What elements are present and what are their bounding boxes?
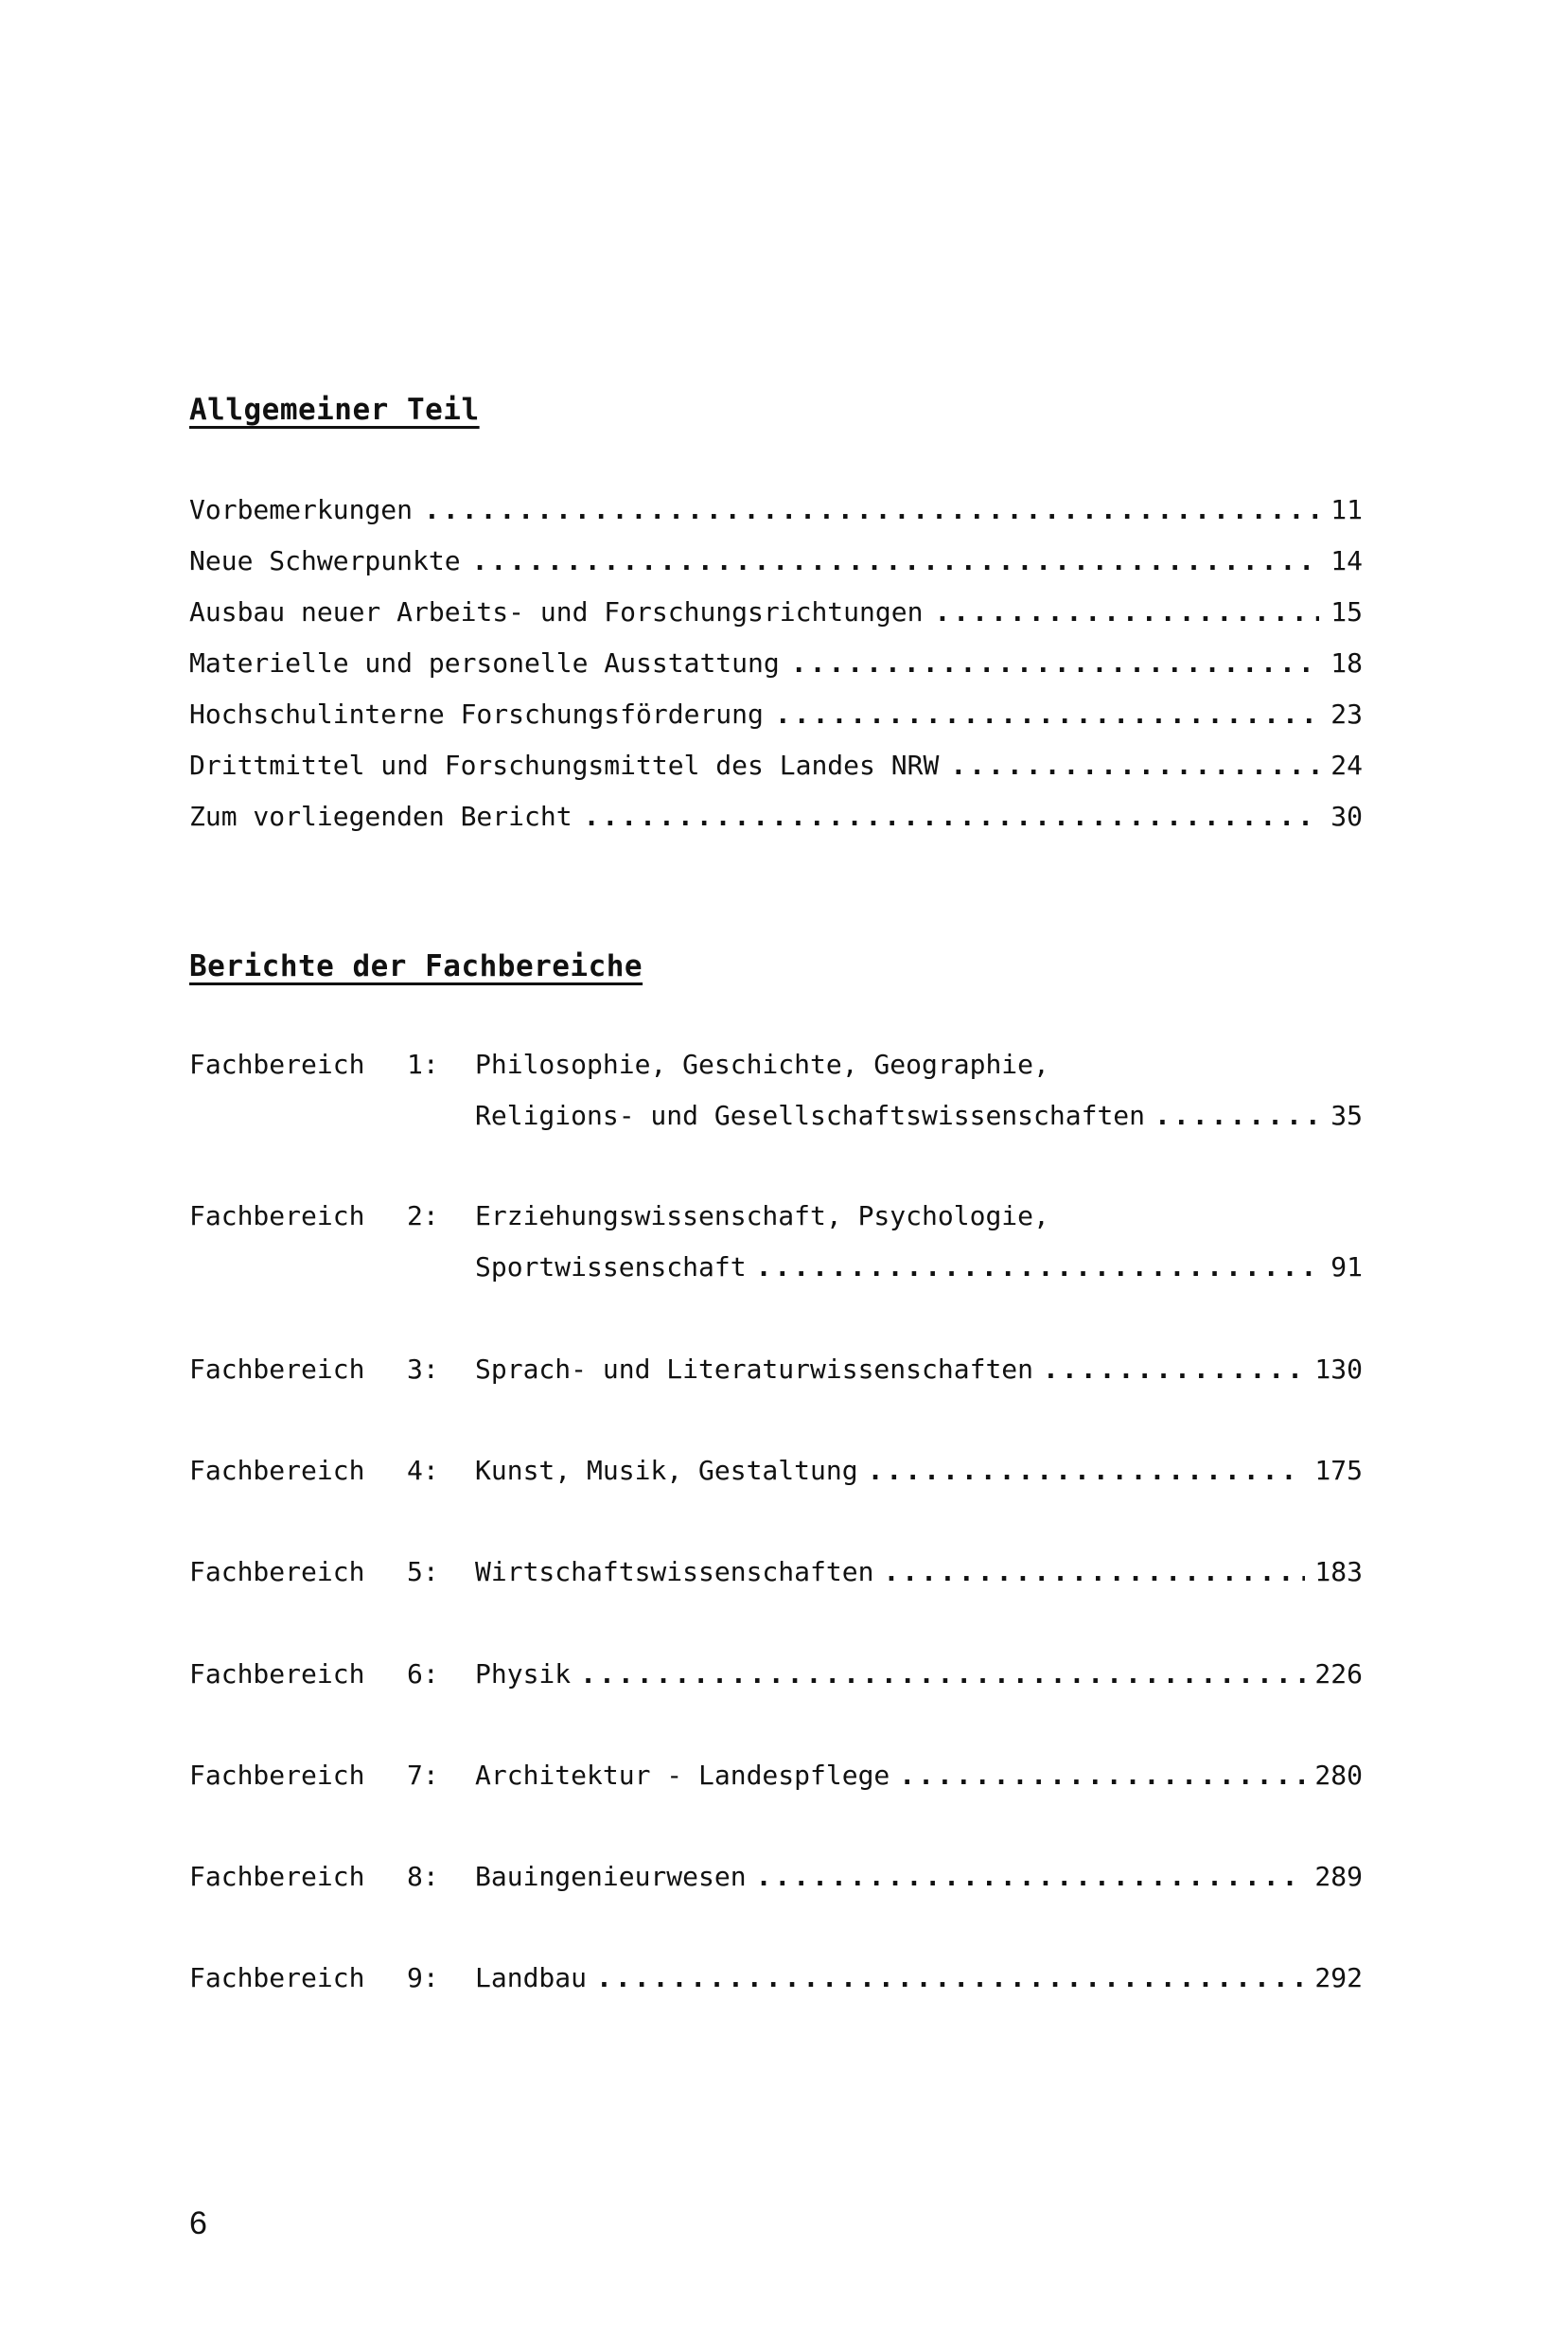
fachbereich-title: Sprach- und Literaturwissenschaften [475,1354,1034,1385]
fachbereich-line [189,1049,1363,1100]
toc-entry [189,750,1363,788]
section-heading-allgemein: Allgemeiner Teil [189,393,480,427]
toc-entry-title: Ausbau neuer Arbeits- und Forschungsrichtungen [189,596,924,628]
fachbereich-line [189,1861,1363,1912]
toc-entry-page: 226 [1314,1658,1363,1690]
fachbereich-line [189,1200,1363,1251]
section-heading-fachbereiche: Berichte der Fachbereiche [189,949,643,983]
fachbereich-entry [189,1760,1363,1811]
toc-entry-page: 30 [1330,801,1363,832]
leader-dots [596,1962,1305,1993]
fachbereich-line [189,1760,1363,1811]
fachbereich-label: Fachbereich [189,1455,365,1486]
toc-entry [189,596,1363,634]
fachbereich-label: Fachbereich [189,1658,365,1690]
toc-entry-title: Vorbemerkungen [189,494,414,525]
fachbereich-number: 8: [407,1861,439,1892]
toc-entry [189,699,1363,736]
toc-entry-page: 183 [1314,1556,1363,1587]
leader-dots [756,1861,1306,1892]
leader-dots [424,494,1319,525]
toc-entry-title: Hochschulinterne Forschungsförderung [189,699,764,730]
leader-dots [1154,1100,1321,1131]
leader-dots [584,801,1320,832]
fachbereich-entry [189,1200,1363,1302]
fachbereich-label: Fachbereich [189,1354,365,1385]
fachbereich-entry [189,1556,1363,1607]
fachbereich-line [189,1455,1363,1506]
fachbereich-number: 6: [407,1658,439,1690]
toc-entry-page: 35 [1330,1100,1363,1131]
toc-entry-page: 91 [1330,1251,1363,1283]
fachbereich-line [189,1100,1363,1151]
toc-entry-page: 15 [1330,596,1363,628]
fachbereich-line [189,1556,1363,1607]
fachbereich-title: Philosophie, Geschichte, Geographie, [475,1049,1049,1080]
fachbereich-title-cont: Sportwissenschaft [475,1251,747,1283]
fachbereich-number: 5: [407,1556,439,1587]
fachbereich-label: Fachbereich [189,1760,365,1791]
fachbereich-number: 1: [407,1049,439,1080]
fachbereich-title-cont: Religions- und Gesellschaftswissenschaften [475,1100,1146,1131]
leader-dots [1043,1354,1305,1385]
toc-entry-page: 130 [1314,1354,1363,1385]
toc-entry [189,647,1363,685]
fachbereich-label: Fachbereich [189,1556,365,1587]
leader-dots [580,1658,1305,1690]
leader-dots [950,750,1319,781]
fachbereich-entry [189,1049,1363,1151]
fachbereich-title: Architektur - Landespflege [475,1760,890,1791]
fachbereich-number: 2: [407,1200,439,1231]
fachbereich-entry [189,1962,1363,2013]
toc-entry [189,545,1363,583]
toc-entry-title: Materielle und personelle Ausstattung [189,647,780,679]
leader-dots [791,647,1320,679]
leader-dots [883,1556,1305,1587]
toc-entry-page: 11 [1330,494,1363,525]
fachbereich-label: Fachbereich [189,1861,365,1892]
fachbereich-number: 3: [407,1354,439,1385]
fachbereich-title: Wirtschaftswissenschaften [475,1556,874,1587]
fachbereich-title: Bauingenieurwesen [475,1861,747,1892]
fachbereich-line [189,1658,1363,1709]
toc-entry-page: 14 [1330,545,1363,576]
fachbereich-number: 9: [407,1962,439,1993]
fachbereich-entry [189,1455,1363,1506]
fachbereich-number: 4: [407,1455,439,1486]
toc-entry-page: 23 [1330,699,1363,730]
toc-entry-page: 289 [1314,1861,1363,1892]
toc-entry-page: 18 [1330,647,1363,679]
leader-dots [756,1251,1322,1283]
leader-dots [775,699,1319,730]
toc-entry-page: 292 [1314,1962,1363,1993]
fachbereich-entry [189,1658,1363,1709]
leader-dots [934,596,1319,628]
leader-dots [868,1455,1306,1486]
fachbereich-entry [189,1861,1363,1912]
toc-entry-page: 175 [1314,1455,1363,1486]
toc-entry-page: 280 [1314,1760,1363,1791]
page-number: 6 [189,2205,207,2241]
fachbereich-title: Kunst, Musik, Gestaltung [475,1455,858,1486]
fachbereich-line [189,1251,1363,1302]
toc-entry [189,494,1363,532]
leader-dots [472,545,1320,576]
toc-entry-title: Neue Schwerpunkte [189,545,461,576]
toc-entry [189,801,1363,839]
fachbereich-title: Physik [475,1658,572,1690]
fachbereich-line [189,1354,1363,1405]
fachbereich-label: Fachbereich [189,1049,365,1080]
fachbereich-entry [189,1354,1363,1405]
fachbereich-title: Landbau [475,1962,588,1993]
toc-entry-title: Zum vorliegenden Bericht [189,801,573,832]
toc-entry-page: 24 [1330,750,1363,781]
toc-entry-title: Drittmittel und Forschungsmittel des Landes NRW [189,750,940,781]
fachbereich-label: Fachbereich [189,1962,365,1993]
fachbereich-line [189,1962,1363,2013]
fachbereich-label: Fachbereich [189,1200,365,1231]
leader-dots [899,1760,1305,1791]
fachbereich-number: 7: [407,1760,439,1791]
fachbereich-title: Erziehungswissenschaft, Psychologie, [475,1200,1049,1231]
